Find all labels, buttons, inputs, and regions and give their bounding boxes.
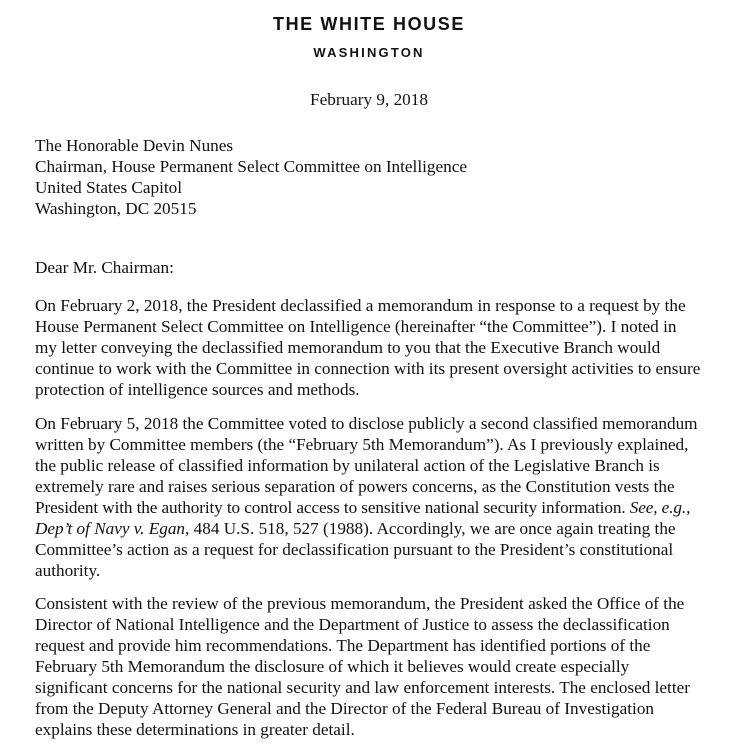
paragraph-line: [35, 518, 735, 539]
paragraph-line: House Permanent Select Committee on Intelligence (hereinafter “the Committee”). I noted in: [35, 317, 677, 336]
paragraph-line: protection of intelligence sources and methods.: [35, 380, 360, 399]
paragraph-line: Director of National Intelligence and the Department of Justice to assess the declassification: [35, 615, 670, 634]
citation-signal: See, e.g.,: [629, 498, 691, 517]
paragraph-2: [35, 413, 735, 581]
paragraph-line: explains these determinations in greater detail.: [35, 720, 355, 739]
letterhead-title: THE WHITE HOUSE: [272, 14, 465, 34]
paragraph-text: , 484 U.S. 518, 527 (1988). Accordingly, we are once again treating the: [185, 519, 676, 538]
paragraph-line: authority.: [35, 561, 101, 580]
paragraph-line: significant concerns for the national security and law enforcement interests. The enclosed letter: [35, 678, 690, 697]
salutation: Dear Mr. Chairman:: [35, 258, 174, 277]
paragraph-3: [35, 593, 735, 740]
paragraph-text: President with the authority to control access to sensitive national security information.: [35, 498, 630, 517]
paragraph-line: On February 2, 2018, the President declassified a memorandum in response to a request by the: [35, 296, 686, 315]
address-line: The Honorable Devin Nunes: [35, 136, 234, 155]
recipient-address: [35, 135, 735, 219]
paragraph-line: written by Committee members (the “February 5th Memorandum”). As I previously explained,: [35, 435, 689, 454]
paragraph-1: [35, 295, 735, 400]
paragraph-line: On February 5, 2018 the Committee voted to disclose publicly a second classified memorandum: [35, 414, 698, 433]
paragraph-line: continue to work with the Committee in connection with its present oversight activities to ensure: [35, 359, 701, 378]
letterhead-subtitle: WASHINGTON: [313, 45, 425, 60]
paragraph-line: [35, 497, 735, 518]
letter-date: February 9, 2018: [310, 90, 428, 109]
case-citation: Dep’t of Navy v. Egan: [35, 519, 186, 538]
paragraph-line: Consistent with the review of the previous memorandum, the President asked the Office of the: [35, 594, 685, 613]
paragraph-line: February 5th Memorandum the disclosure of which it believes would create especially: [35, 657, 630, 676]
address-line: Chairman, House Permanent Select Committee on Intelligence: [35, 157, 467, 176]
address-line: Washington, DC 20515: [35, 199, 197, 218]
paragraph-line: Committee’s action as a request for declassification pursuant to the President’s constitutional: [35, 540, 674, 559]
paragraph-line: extremely rare and raises serious separation of powers concerns, as the Constitution vests the: [35, 477, 675, 496]
paragraph-line: from the Deputy Attorney General and the Director of the Federal Bureau of Investigation: [35, 699, 655, 718]
address-line: United States Capitol: [35, 178, 183, 197]
paragraph-line: my letter conveying the declassified memorandum to you that the Executive Branch would: [35, 338, 661, 357]
paragraph-line: the public release of classified information by unilateral action of the Legislative Branch is: [35, 456, 660, 475]
paragraph-line: request and provide him recommendations. The Department has identified portions of the: [35, 636, 651, 655]
